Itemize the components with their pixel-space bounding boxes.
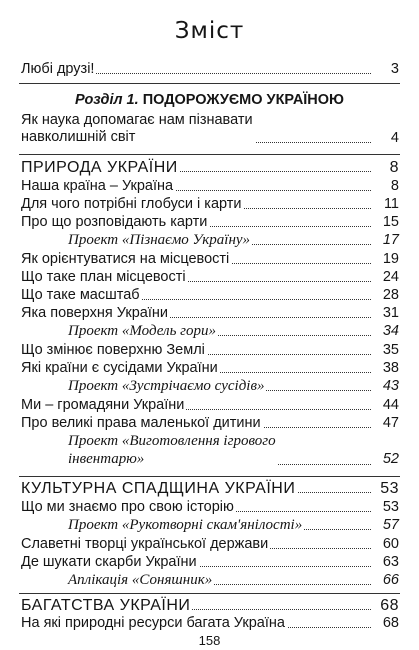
toc-entry-text [21, 112, 255, 146]
toc-entry-text: Що таке план місцевості [21, 269, 186, 285]
toc-entry-text: Проект «Модель гори» [68, 323, 217, 339]
toc-entry-text: Що змінює поверхню Землі [21, 342, 205, 358]
toc-entry-page: 63 [372, 553, 399, 572]
divider [19, 154, 400, 155]
toc-entry[interactable] [0, 250, 419, 269]
page-number: 158 [198, 633, 221, 648]
toc-entry-text: Для чого потрібні глобуси і карти [21, 196, 242, 212]
toc-section-culture[interactable] [0, 479, 419, 498]
toc-entry-page: 68 [372, 614, 399, 633]
toc-entry-text [68, 432, 278, 468]
toc-entry-page: 34 [372, 322, 399, 341]
toc-entry[interactable] [0, 359, 419, 378]
toc-entry-text: Що ми знаємо про свою історію [21, 499, 234, 515]
toc-entry-page: 53 [372, 479, 399, 498]
divider [19, 83, 400, 84]
toc-entry-text: Що таке масштаб [21, 287, 140, 303]
toc-entry[interactable] [0, 553, 419, 572]
toc-entry-text: Проект «Рукотворні скам'янілості» [68, 517, 303, 533]
toc-section-title: БАГАТСТВА УКРАЇНИ [21, 597, 191, 614]
toc-entry-text: Яка поверхня України [21, 305, 168, 321]
toc-entry-page: 38 [372, 359, 399, 378]
toc-entry-page: 17 [372, 231, 399, 250]
toc-entry-intro[interactable] [0, 60, 419, 79]
toc-entry-page: 31 [372, 304, 399, 323]
toc-entry[interactable] [0, 304, 419, 323]
toc-entry-page: 28 [372, 286, 399, 305]
toc-entry-text: Про що розповідають карти [21, 214, 208, 230]
toc-entry[interactable] [0, 213, 419, 232]
toc-section-wealth[interactable] [0, 596, 419, 615]
page-title: Зміст [174, 18, 245, 44]
toc-entry-page: 19 [372, 250, 399, 269]
toc-entry-text: Проект «Пізнаємо Україну» [68, 232, 251, 248]
toc-entry-page: 4 [372, 129, 399, 148]
toc-entry-page: 24 [372, 268, 399, 287]
toc-entry-project[interactable] [0, 231, 419, 250]
toc-entry-text: На які природні ресурси багата Україна [21, 615, 285, 631]
toc-entry-line: інвентарю» [68, 451, 145, 467]
chapter-heading [0, 92, 419, 108]
divider [19, 593, 400, 594]
toc-entry-page: 53 [372, 498, 399, 517]
toc-entry-project[interactable] [0, 571, 419, 590]
toc-entry-text: Наша країна – Україна [21, 178, 174, 194]
toc-entry[interactable] [0, 396, 419, 415]
toc-entry-text: Аплікація «Соняшник» [68, 572, 213, 588]
toc-entry-page: 11 [372, 195, 399, 214]
toc-entry-project[interactable] [0, 432, 419, 470]
toc-entry-chapter-intro[interactable] [0, 112, 419, 148]
toc-entry-line: навколишній світ [21, 129, 136, 145]
toc-entry-text: Проект «Зустрічаємо сусідів» [68, 378, 265, 394]
toc-entry[interactable] [0, 195, 419, 214]
chapter-title: ПОДОРОЖУЄМО УКРАЇНОЮ [142, 92, 345, 108]
toc-entry-page: 66 [372, 571, 399, 590]
toc-entry[interactable] [0, 268, 419, 287]
toc-entry-page: 44 [372, 396, 399, 415]
toc-entry-page: 60 [372, 535, 399, 554]
divider [19, 476, 400, 477]
toc-entry[interactable] [0, 535, 419, 554]
toc-entry-text: Ми – громадяни України [21, 397, 185, 413]
toc-entry-page: 47 [372, 414, 399, 433]
toc-entry-text: Славетні творці української держави [21, 536, 269, 552]
toc-entry-page: 35 [372, 341, 399, 360]
toc-section-nature[interactable] [0, 158, 419, 177]
toc-entry-project[interactable] [0, 377, 419, 396]
toc-entry-page: 68 [372, 596, 399, 615]
toc-entry-page: 15 [372, 213, 399, 232]
toc-entry-line: Як наука допомагає нам пізнавати [21, 112, 253, 128]
toc-entry-text: Любі друзі! [21, 61, 95, 77]
toc-entry-page: 3 [372, 60, 399, 79]
toc-entry-page: 43 [372, 377, 399, 396]
toc-entry-line: Проект «Виготовлення ігрового [68, 433, 276, 449]
toc-entry-project[interactable] [0, 516, 419, 535]
toc-entry[interactable] [0, 498, 419, 517]
toc-entry-text: Як орієнтуватися на місцевості [21, 251, 230, 267]
toc-entry[interactable] [0, 614, 419, 633]
chapter-label: Розділ 1. [74, 92, 139, 108]
toc-entry[interactable] [0, 177, 419, 196]
toc-section-title: КУЛЬТУРНА СПАДЩИНА УКРАЇНИ [21, 480, 296, 497]
toc-entry-page: 52 [372, 450, 399, 469]
toc-entry-page: 8 [372, 158, 399, 177]
toc-entry[interactable] [0, 286, 419, 305]
toc-entry-page: 57 [372, 516, 399, 535]
toc-entry-project[interactable] [0, 322, 419, 341]
toc-entry[interactable] [0, 341, 419, 360]
toc-section-title: ПРИРОДА УКРАЇНИ [21, 159, 178, 176]
toc-entry-text: Про великі права маленької дитини [21, 415, 261, 431]
toc-entry[interactable] [0, 414, 419, 433]
toc-entry-page: 8 [372, 177, 399, 196]
toc-entry-text: Де шукати скарби України [21, 554, 197, 570]
toc-entry-text: Які країни є сусідами України [21, 360, 218, 376]
